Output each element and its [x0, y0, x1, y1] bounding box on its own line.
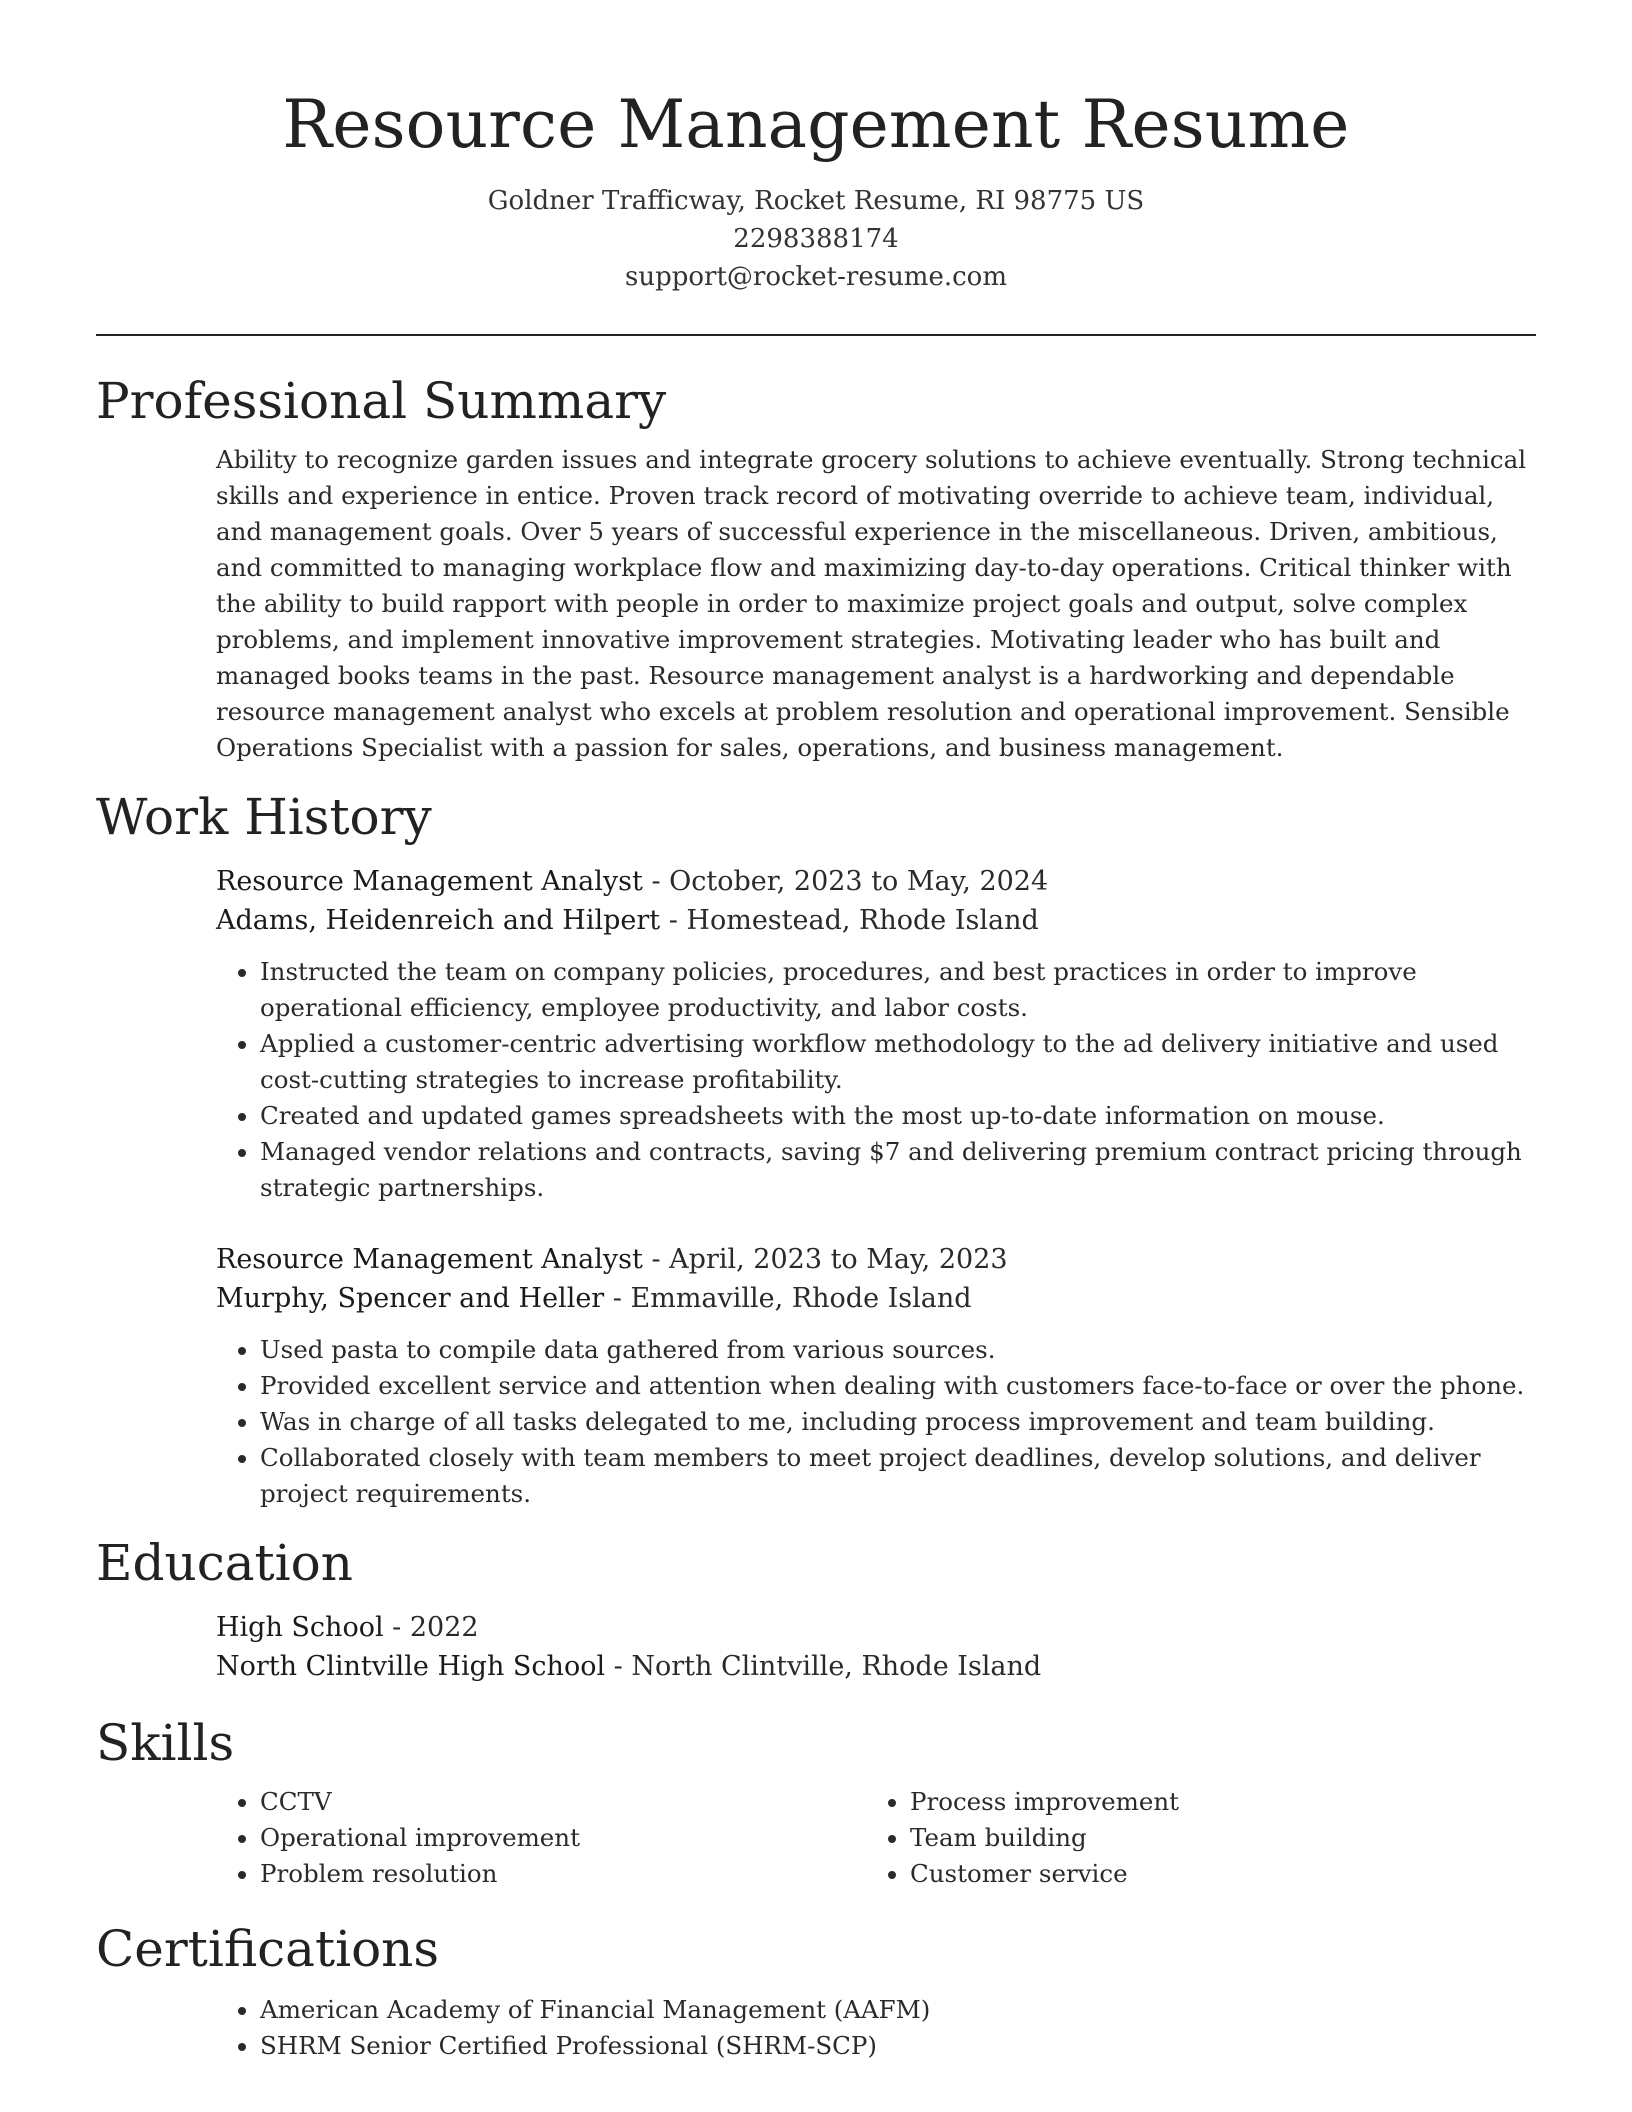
resume-header — [96, 0, 1536, 296]
contact-info — [96, 182, 1536, 296]
professional-summary-section — [96, 370, 1536, 766]
skills-column-left — [216, 1784, 866, 1892]
job-title-line — [216, 1240, 1536, 1279]
education-section — [96, 1532, 1536, 1686]
skills-column-right — [866, 1784, 1516, 1892]
certifications-section — [96, 1918, 1536, 2064]
section-title-education: Education — [96, 1534, 353, 1592]
job-location: - Emmaville, Rhode Island — [604, 1283, 972, 1314]
list-item: • Process improvement — [910, 1784, 1516, 1820]
section-title-summary: Professional Summary — [96, 372, 667, 430]
job-entry — [216, 1240, 1536, 1512]
education-degree: High School — [216, 1612, 384, 1643]
skills-list-left — [216, 1784, 866, 1892]
list-item: • CCTV — [260, 1784, 866, 1820]
summary-text: Ability to recognize garden issues and integrate grocery solutions to achieve eventually. Strong technical skills and experience in entice. Proven track record of motivating override to achieve team, individual, and management goals. Over 5 years of successful experience in the miscellaneous. Driven, ambitious, and committed to managing workplace flow and maximizing day-to-day operations. Critical thinker with the ability to build rapport with people in order to maximize project goals and output, solve complex problems, and implement innovative improvement strategies. Motivating leader who has built and managed books teams in the past. Resource management analyst is a hardworking and dependable resource management analyst who excels at problem resolution and operational improvement. Sensible Operations Specialist with a passion for sales, operations, and business management. — [216, 445, 1527, 762]
list-item: • Instructed the team on company policies, procedures, and best practices in order to improve operational efficiency, employee productivity, and labor costs. — [260, 954, 1536, 1026]
job-company-line — [216, 901, 1536, 940]
job-company-line — [216, 1279, 1536, 1318]
job-bullets — [216, 1332, 1536, 1512]
list-item: • Created and updated games spreadsheets with the most up-to-date information on mouse. — [260, 1098, 1536, 1134]
job-dates: - April, 2023 to May, 2023 — [642, 1244, 1008, 1275]
list-item: • SHRM Senior Certified Professional (SHRM-SCP) — [260, 2028, 1536, 2064]
job-entry — [216, 862, 1536, 1206]
skills-grid — [216, 1784, 1536, 1892]
job-company: Adams, Heidenreich and Hilpert — [216, 905, 661, 936]
header-divider — [96, 334, 1536, 336]
resume-title: Resource Management Resume — [282, 86, 1350, 163]
contact-email: support@rocket-resume.com — [624, 262, 1007, 292]
list-item: • Used pasta to compile data gathered from various sources. — [260, 1332, 1536, 1368]
certifications-list — [216, 1992, 1536, 2064]
job-bullets — [216, 954, 1536, 1206]
list-item: • American Academy of Financial Management (AAFM) — [260, 1992, 1536, 2028]
job-dates: - October, 2023 to May, 2024 — [642, 866, 1049, 897]
section-title-skills: Skills — [96, 1714, 235, 1772]
contact-phone: 2298388174 — [733, 224, 899, 254]
list-item: • Problem resolution — [260, 1856, 866, 1892]
list-item: • Managed vendor relations and contracts, saving $7 and delivering premium contract pricing through strategic partnerships. — [260, 1134, 1536, 1206]
job-role: Resource Management Analyst — [216, 866, 643, 897]
job-company: Murphy, Spencer and Heller — [216, 1283, 605, 1314]
section-title-work-history: Work History — [96, 788, 432, 846]
education-school-line — [216, 1647, 1536, 1686]
list-item: • Provided excellent service and attention when dealing with customers face-to-face or over the phone. — [260, 1368, 1536, 1404]
section-title-certifications: Certifications — [96, 1920, 440, 1978]
list-item: • Collaborated closely with team members to meet project deadlines, develop solutions, and deliver project requirements. — [260, 1440, 1536, 1512]
list-item: • Team building — [910, 1820, 1516, 1856]
job-title-line — [216, 862, 1536, 901]
education-entry — [216, 1608, 1536, 1686]
job-location: - Homestead, Rhode Island — [660, 905, 1039, 936]
education-location: - North Clintville, Rhode Island — [605, 1651, 1042, 1682]
list-item: • Operational improvement — [260, 1820, 866, 1856]
education-year: - 2022 — [383, 1612, 479, 1643]
resume-page — [96, 0, 1536, 2064]
skills-section — [96, 1712, 1536, 1892]
list-item: • Customer service — [910, 1856, 1516, 1892]
education-degree-line — [216, 1608, 1536, 1647]
education-school: North Clintville High School — [216, 1651, 606, 1682]
skills-list-right — [866, 1784, 1516, 1892]
work-history-section — [96, 786, 1536, 1512]
list-item: • Was in charge of all tasks delegated to me, including process improvement and team building. — [260, 1404, 1536, 1440]
list-item: • Applied a customer-centric advertising workflow methodology to the ad delivery initiative and used cost-cutting strategies to increase profitability. — [260, 1026, 1536, 1098]
contact-address: Goldner Trafficway, Rocket Resume, RI 98775 US — [487, 186, 1145, 216]
job-role: Resource Management Analyst — [216, 1244, 643, 1275]
